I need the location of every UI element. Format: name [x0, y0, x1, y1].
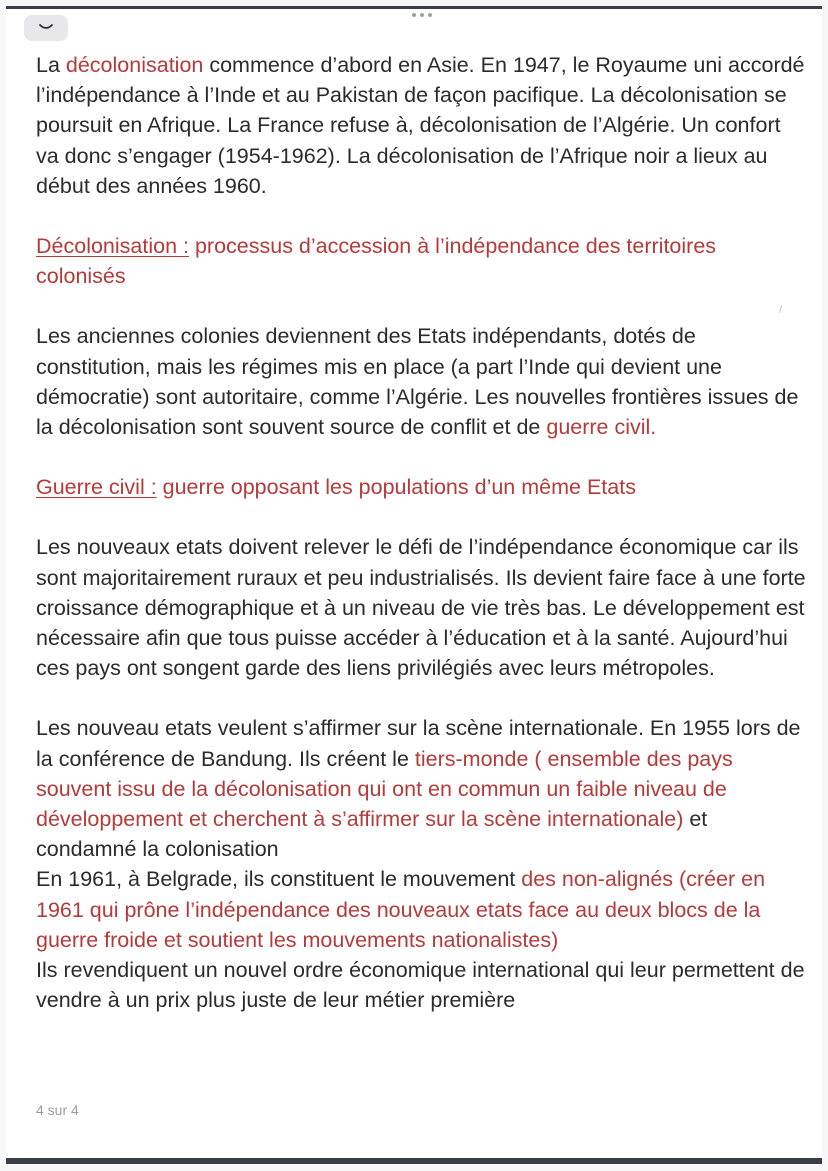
paragraph-ordre-economique: Ils revendiquent un nouvel ordre économique international qui leur permettent de vendre à un prix plus juste de leur métier première [36, 958, 805, 1013]
paragraph-economie: Les nouveaux etats doivent relever le défi de l’indépendance économique car ils sont majoritairement ruraux et peu industrialisés. Ils devient faire face à une forte croissance démographique et à un niveau de vie très bas. Le développement est nécessaire afin que tous puisse accéder à l’éducation et à la santé. Aujourd’hui ces pays ont songent garde des liens privilégiés avec leurs métropoles. [36, 535, 806, 681]
collapse-button[interactable] [24, 15, 68, 41]
definition-term: Décolonisation : [36, 234, 189, 259]
keyword-tiers-monde: tiers-monde ( ensemble des pays souvent issu de la décolonisation qui ont en commun un faible niveau de développement et cherchent à s’affirmer sur la scène internationale) [36, 746, 733, 832]
paragraph-non-alignes: En 1961, à Belgrade, ils constituent le mouvement des non-alignés (créer en 1961 qui prône l’indépendance des nouveaux etats face au deux blocs de la guerre froide et soutient les mouvements nationalistes) [36, 867, 766, 952]
keyword-decolonisation: décolonisation [65, 53, 204, 77]
keyword-guerre-civil: guerre civil. [546, 415, 657, 440]
document-content [36, 50, 806, 1015]
paragraph-colonies: Les anciennes colonies deviennent des Etats indépendants, dotés de constitution, mais les régimes mis en place (a part l’Inde qui devient une démocratie) sont autoritaire, comme l’Algérie. Les nouvelles frontières issues de la décolonisation sont souvent source de conflit et de guerre civil. [36, 324, 799, 440]
keyword-non-alignes: des non-alignés (créer en 1961 qui prône l’indépendance des nouveaux etats face au deux blocs de la guerre froide et soutient les mouvements nationalistes) [36, 867, 766, 952]
page-indicator: 4 sur 4 [36, 1102, 79, 1118]
drag-handle-icon[interactable] [410, 13, 434, 21]
chevron-down-icon [39, 24, 53, 32]
definition-decolonisation: Décolonisation : processus d’accession à l’indépendance des territoires colonisés [36, 234, 717, 289]
definition-guerre-civil: Guerre civil : guerre opposant les populations d’un même Etats [36, 475, 636, 500]
definition-term: Guerre civil : [36, 475, 157, 500]
paragraph-tiers-monde: Les nouveau etats veulent s’affirmer sur la scène internationale. En 1955 lors de la conférence de Bandung. Ils créent le tiers-monde ( ensemble des pays souvent issu de la décolonisation qui ont en commun un faible niveau de développement et cherchent à s’affirmer sur la scène internationale) et condamné la colonisation [36, 716, 801, 862]
paragraph-intro: La décolonisation commence d’abord en Asie. En 1947, le Royaume uni accordé l’indépendance à l’Inde et au Pakistan de façon pacifique. La décolonisation se poursuit en Afrique. La France refuse à, décolonisation de l’Algérie. Un confort va donc s’engager (1954-1962). La décolonisation de l’Afrique noir a lieux au début des années 1960. [36, 53, 805, 198]
